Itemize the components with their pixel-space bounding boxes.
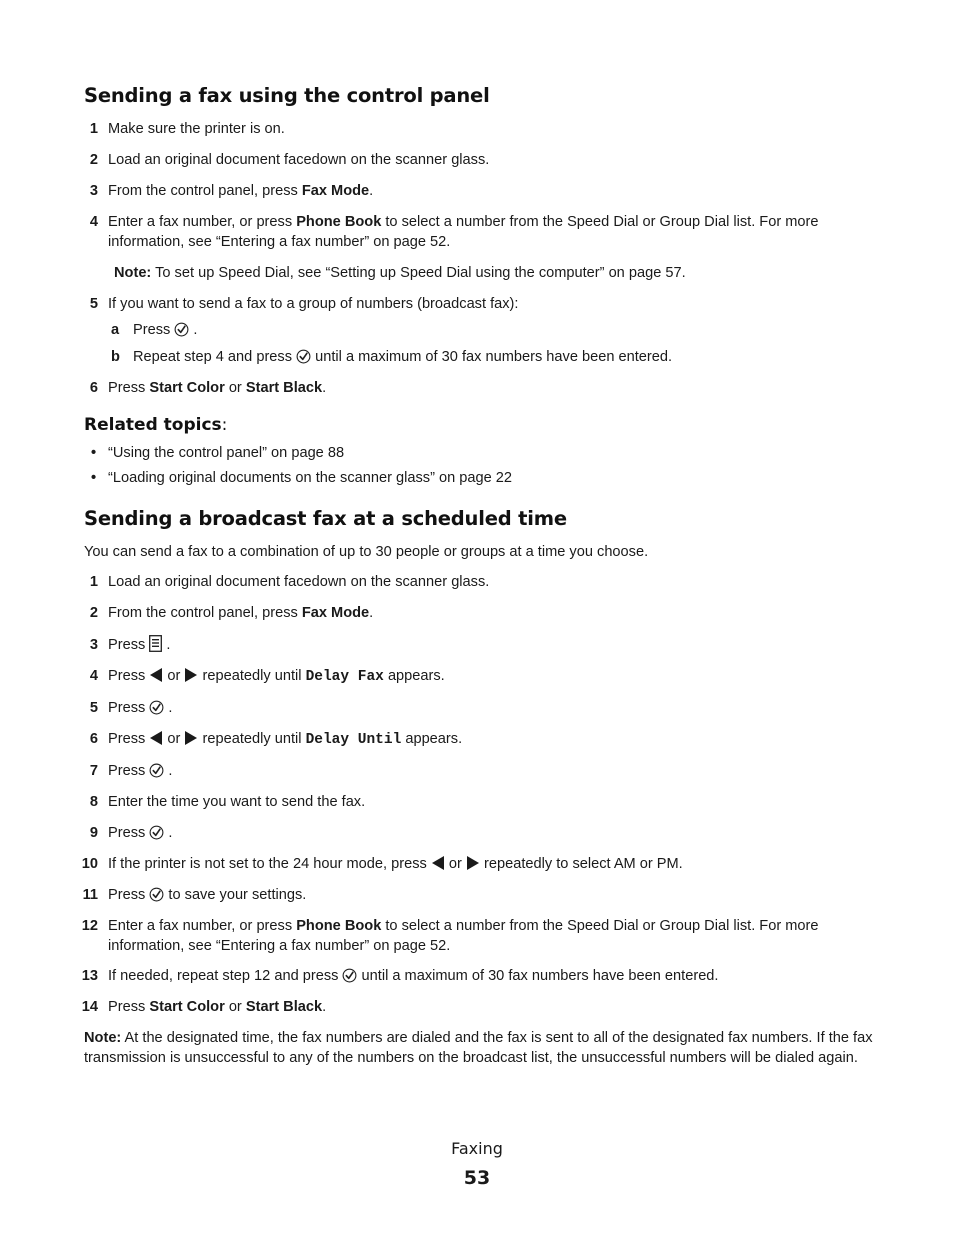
step-text: Press . — [108, 763, 173, 779]
checkmark-circle-icon — [149, 700, 168, 716]
intro-paragraph: You can send a fax to a combination of up to 30 people or groups at a time you choose. — [84, 544, 649, 560]
step-number: 1 — [89, 121, 98, 137]
checkmark-circle-icon — [149, 887, 168, 903]
related-topics-heading: Related topics: — [84, 415, 228, 435]
checkmark-circle-icon — [149, 763, 168, 779]
footer-chapter-label: Faxing — [451, 1139, 503, 1158]
step-number: 9 — [89, 825, 98, 841]
step-number: 14 — [81, 999, 98, 1015]
substep-letter: a — [111, 322, 120, 338]
step-number: 5 — [89, 700, 98, 716]
note-label: Note: — [84, 1030, 122, 1046]
step-text: Enter the time you want to send the fax. — [108, 794, 366, 810]
step-text: Load an original document facedown on the scanner glass. — [108, 574, 490, 590]
step-number: 2 — [89, 605, 98, 621]
step-number: 6 — [89, 731, 98, 747]
checkmark-circle-icon — [174, 322, 193, 338]
step-text: From the control panel, press Fax Mode. — [108, 605, 374, 621]
section-heading-broadcast-fax: Sending a broadcast fax at a scheduled time — [84, 507, 567, 530]
step-number: 3 — [89, 183, 98, 199]
step-number: 5 — [89, 296, 98, 312]
note-broadcast: Note: At the designated time, the fax numbers are dialed and the fax is sent to all of the designated fax numbers. If the fax transmission is unsuccessful to any of the numbers on the broadcast list, the unsuccessful numbers will be dialed again. — [84, 1030, 873, 1066]
step-text: Press or repeatedly until Delay Until appears. — [108, 731, 463, 748]
note-label: Note: — [114, 265, 152, 281]
substep-text: Repeat step 4 and press until a maximum of 30 fax numbers have been entered. — [133, 349, 673, 365]
left-arrow-icon — [431, 856, 449, 872]
step-text: If needed, repeat step 12 and press until a maximum of 30 fax numbers have been entered. — [108, 968, 719, 984]
right-arrow-icon — [184, 731, 202, 747]
step-number: 13 — [81, 968, 98, 984]
step-number: 3 — [89, 637, 98, 653]
step-number: 12 — [81, 918, 98, 934]
step-text: From the control panel, press Fax Mode. — [108, 183, 374, 199]
step-text: Press . — [108, 700, 173, 716]
menu-list-icon — [149, 637, 166, 653]
checkmark-circle-icon — [342, 968, 361, 984]
bullet-icon: • — [91, 470, 97, 486]
step-number: 4 — [89, 214, 98, 230]
section-heading-send-fax: Sending a fax using the control panel — [84, 84, 490, 107]
checkmark-circle-icon — [149, 825, 168, 841]
left-arrow-icon — [149, 731, 167, 747]
step-number: 4 — [89, 668, 98, 684]
step-text: Enter a fax number, or press Phone Book to select a number from the Speed Dial or Group Dial list. For more information, see “Entering a fax number” on page 52. — [108, 918, 819, 954]
step-text: Make sure the printer is on. — [108, 121, 285, 137]
step-number: 2 — [89, 152, 98, 168]
step-number: 6 — [89, 380, 98, 396]
step-text: If the printer is not set to the 24 hour mode, press or repeatedly to select AM or PM. — [108, 856, 683, 872]
step-text: Load an original document facedown on the scanner glass. — [108, 152, 490, 168]
display-text-delay-until: Delay Until — [305, 732, 402, 748]
checkmark-circle-icon — [296, 349, 315, 365]
step-number: 1 — [89, 574, 98, 590]
step-text: Press or repeatedly until Delay Fax appears. — [108, 668, 445, 685]
step-number: 10 — [81, 856, 98, 872]
right-arrow-icon — [466, 856, 484, 872]
step-text: Press . — [108, 825, 173, 841]
page-number: 53 — [463, 1167, 491, 1189]
display-text-delay-fax: Delay Fax — [305, 669, 384, 685]
step-number: 7 — [89, 763, 98, 779]
step-number: 8 — [89, 794, 98, 810]
substep-text: Press . — [133, 322, 198, 338]
right-arrow-icon — [184, 668, 202, 684]
left-arrow-icon — [149, 668, 167, 684]
step-text: Press to save your settings. — [108, 887, 307, 903]
bullet-icon: • — [91, 445, 97, 461]
note-speed-dial: Note: To set up Speed Dial, see “Setting up Speed Dial using the computer” on page 57. — [114, 265, 686, 281]
substep-letter: b — [111, 349, 120, 365]
step-text: Enter a fax number, or press Phone Book to select a number from the Speed Dial or Group Dial list. For more information, see “Entering a fax number” on page 52. — [108, 214, 819, 250]
fax-mode-label: Fax Mode — [301, 183, 370, 199]
step-text: Press Start Color or Start Black. — [108, 999, 327, 1015]
step-text: Press . — [108, 637, 171, 653]
step-text: If you want to send a fax to a group of numbers (broadcast fax): — [108, 296, 519, 312]
step-text: Press Start Color or Start Black. — [108, 380, 327, 396]
step-number: 11 — [82, 887, 98, 903]
phone-book-label: Phone Book — [296, 214, 382, 230]
